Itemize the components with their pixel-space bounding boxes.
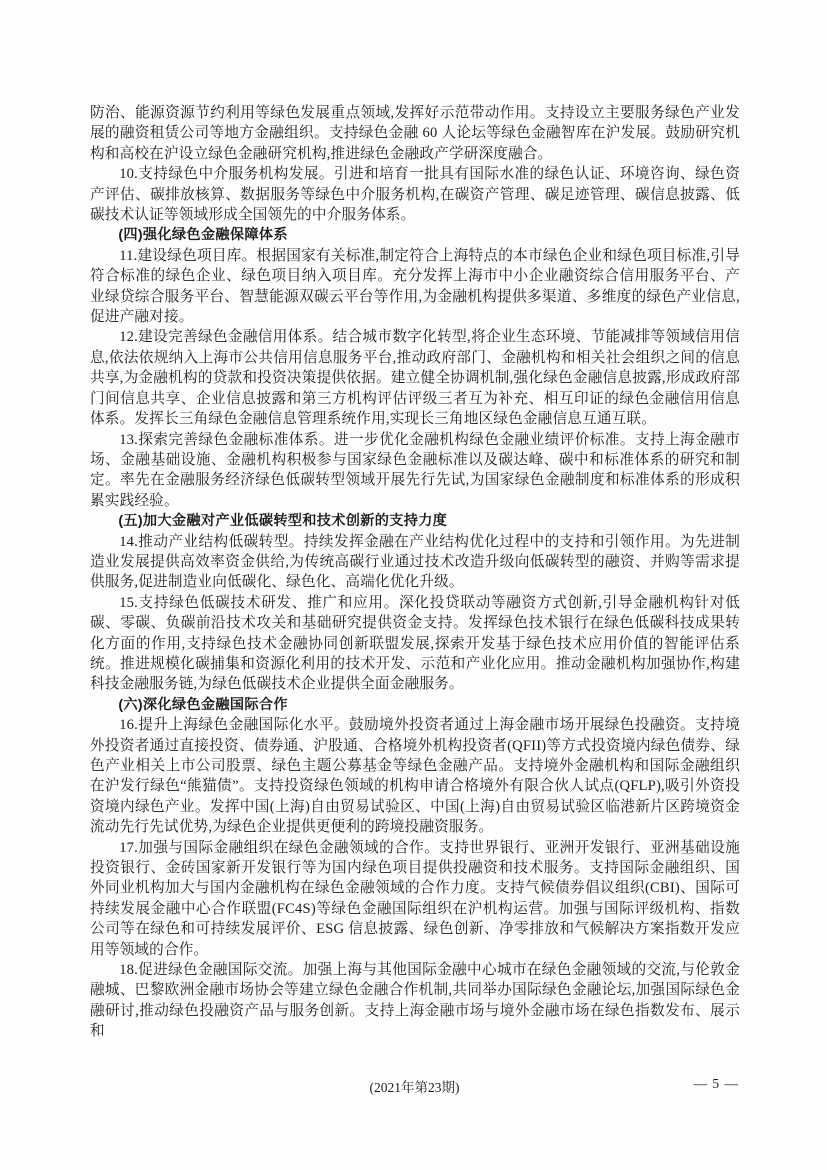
section-heading-4: (四)强化绿色金融保障体系 [118,227,288,244]
body-paragraph-10: 10.支持绿色中介服务机构发展。引进和培育一批具有国际水准的绿色认证、环境咨询、绿色资产评估、碳排放核算、数据服务等绿色中介服务机构,在碳资产管理、碳足迹管理、碳信息披露、低碳技术认证等领域形成全国领先的中介服务体系。 [90,166,740,224]
footer-page-number: — 5 — [693,1076,739,1091]
body-paragraph-11: 11.建设绿色项目库。根据国家有关标准,制定符合上海特点的本市绿色企业和绿色项目标准,引导符合标准的绿色企业、绿色项目纳入项目库。充分发挥上海市中小企业融资综合信用服务平台、产业绿贷综合服务平台、智慧能源双碳云平台等作用,为金融机构提供多渠道、多维度的绿色产业信息,促进产融对接。 [90,247,740,326]
section-heading-6: (六)深化绿色金融国际合作 [118,696,288,713]
section-heading-5: (五)加大金融对产业低碳转型和技术创新的支持力度 [118,513,448,530]
body-paragraph-12: 12.建设完善绿色金融信用体系。结合城市数字化转型,将企业生态环境、节能减排等领域信用信息,依法依规纳入上海市公共信用信息服务平台,推动政府部门、金融机构和相关社会组织之间的信息共享,为金融机构的贷款和投资决策提供依据。建立健全协调机制,强化绿色金融信息披露,形成政府部门间信息共享、企业信息披露和第三方机构评估评级三者互为补充、相互印证的绿色金融信用信息体系。发挥长三角绿色金融信息管理系统作用,实现长三角地区绿色金融信息互通互联。 [90,329,740,428]
body-paragraph-15: 15.支持绿色低碳技术研发、推广和应用。深化投贷联动等融资方式创新,引导金融机构针对低碳、零碳、负碳前沿技术攻关和基础研究提供资金支持。发挥绿色技术银行在绿色低碳科技成果转化方面的作用,支持绿色技术金融协同创新联盟发展,探索开发基于绿色技术应用价值的智能评估系统。推进规模化碳捕集和资源化利用的技术开发、示范和产业化应用。推动金融机构加强协作,构建科技金融服务链,为绿色低碳技术企业提供全面金融服务。 [90,594,740,693]
body-paragraph-17: 17.加强与国际金融组织在绿色金融领域的合作。支持世界银行、亚洲开发银行、亚洲基础设施投资银行、金砖国家新开发银行等为国内绿色项目提供投融资和技术服务。支持国际金融组织、国外同业机构加大与国内金融机构在绿色金融领域的合作力度。支持气候债券倡议组织(CBI)、国际可持续发展金融中心合作联盟(FC4S)等绿色金融国际组织在沪机构运营。加强与国际评级机构、指数公司等在绿色和可持续发展评价、ESG 信息披露、绿色创新、净零排放和气候解决方案指数开发应用等领域的合作。 [90,839,740,958]
document-body [90,103,740,1042]
body-paragraph-18: 18.促进绿色金融国际交流。加强上海与其他国际金融中心城市在绿色金融领域的交流,与伦敦金融城、巴黎欧洲金融市场协会等建立绿色金融合作机制,共同举办国际绿色金融论坛,加强国际绿色金融研讨,推动绿色投融资产品与服务创新。支持上海金融市场与境外金融市场在绿色指数发布、展示和 [90,962,740,1040]
footer-issue-label: (2021年第23期) [369,1080,460,1095]
page-footer [90,1076,739,1096]
body-paragraph-14: 14.推动产业结构低碳转型。持续发挥金融在产业结构优化过程中的支持和引领作用。为先进制造业发展提供高效率资金供给,为传统高碳行业通过技术改造升级向低碳转型的融资、并购等需求提供服务,促进制造业向低碳化、绿色化、高端化优化升级。 [90,533,740,591]
body-paragraph-16: 16.提升上海绿色金融国际化水平。鼓励境外投资者通过上海金融市场开展绿色投融资。支持境外投资者通过直接投资、债券通、沪股通、合格境外机构投资者(QFII)等方式投资境内绿色债券、绿色产业相关上市公司股票、绿色主题公募基金等绿色金融产品。支持境外金融机构和国际金融组织在沪发行绿色“熊猫债”。支持投资绿色领域的机构申请合格境外有限合伙人试点(QFLP),吸引外资投资境内绿色产业。发挥中国(上海)自由贸易试验区、中国(上海)自由贸易试验区临港新片区跨境资金流动先行先试优势,为绿色企业提供更便利的跨境投融资服务。 [90,717,740,836]
body-paragraph-13: 13.探索完善绿色金融标准体系。进一步优化金融机构绿色金融业绩评价标准。支持上海金融市场、金融基础设施、金融机构积极参与国家绿色金融标准以及碳达峰、碳中和标准体系的研究和制定。率先在金融服务经济绿色低碳转型领域开展先行先试,为国家绿色金融制度和标准体系的形成积累实践经验。 [90,431,740,509]
body-paragraph-continuation: 防治、能源资源节约利用等绿色发展重点领域,发挥好示范带动作用。支持设立主要服务绿色产业发展的融资租赁公司等地方金融组织。支持绿色金融 60 人论坛等绿色金融智库在沪发展。鼓励研究机构和高校在沪设立绿色金融研究机构,推进绿色金融政产学研深度融合。 [90,105,740,162]
